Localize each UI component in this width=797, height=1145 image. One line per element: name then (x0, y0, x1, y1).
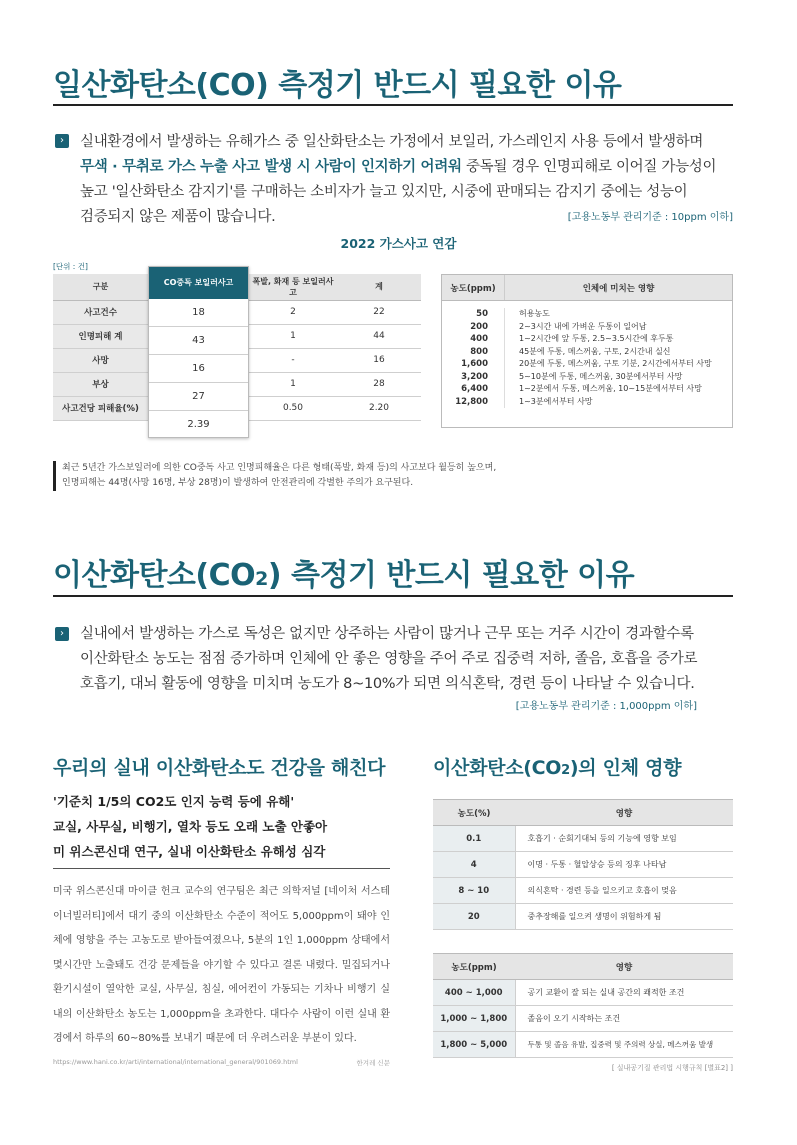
section2-para-line2: 이산화탄소 농도는 점점 증가하며 인체에 안 좋은 영향을 주어 주로 집중력 저하, 졸음, 호흡을 증가로 (80, 651, 698, 667)
ppm-value: 1,600 (461, 359, 488, 369)
section1-para-line1: 실내환경에서 발생하는 유해가스 중 일산화탄소는 가정에서 보일러, 가스레인지 사용 등에서 발생하며 (80, 134, 704, 150)
conc-value: 1,800 ~ 5,000 (433, 1032, 515, 1058)
total-value: 2.20 (337, 396, 421, 420)
co-value: 2.39 (187, 419, 210, 430)
section2-divider (53, 595, 733, 597)
section1-para-line2-rest: 중독될 경우 인명피해로 이어질 가능성이 (461, 159, 717, 175)
effect-value: 공기 교환이 잘 되는 실내 공간의 쾌적한 조건 (515, 980, 733, 1006)
fire-value: 1 (249, 324, 337, 348)
conc-value: 4 (433, 852, 515, 878)
section2-para-line3: 호흡기, 대뇌 활동에 영향을 미치며 농도가 8~10%가 되면 의식혼탁, 경련 등이 나타날 수 있습니다. (80, 676, 695, 692)
ppm-value: 6,400 (461, 384, 488, 394)
source-name: 한겨레 신문 (356, 1059, 390, 1067)
section2-title: 이산화탄소(CO2) 측정기 반드시 필요한 이유 (53, 558, 635, 593)
co-value: 43 (149, 327, 248, 355)
table-row (433, 904, 733, 930)
section1-title: 일산화탄소(CO) 측정기 반드시 필요한 이유 (53, 68, 622, 103)
co-effect-table (441, 274, 733, 428)
accident-table-unit: [단위 : 건] (53, 262, 88, 271)
table-row (433, 980, 733, 1006)
total-value: 22 (337, 300, 421, 324)
section1-para-line3: 높고 '일산화탄소 감지기'를 구매하는 소비자가 늘고 있지만, 시중에 판매되는 감지기 중에는 성능이 (80, 184, 688, 200)
ppm-value: 800 (470, 346, 488, 357)
effect-value: 중추장해를 일으켜 생명이 위험하게 됨 (515, 904, 733, 930)
effect-value: 이명 · 두통 · 혈압상승 등의 징후 나타남 (515, 852, 733, 878)
fire-value: 1 (249, 372, 337, 396)
effect-header-ppm: 농도(ppm) (450, 283, 496, 294)
conc-value: 20 (433, 904, 515, 930)
headline-list (53, 789, 327, 864)
total-value: 44 (337, 324, 421, 348)
co-value: 18 (149, 299, 248, 327)
effect-value: 졸음이 오기 시작하는 조건 (515, 1006, 733, 1032)
ppm-value: 50 (476, 309, 488, 319)
row-label: 인명피해 계 (53, 324, 148, 348)
headline: '기준치 1/5의 CO2도 인지 능력 등에 유해' (53, 794, 295, 809)
section1-para-line2 (80, 155, 716, 176)
accident-header-total: 계 (337, 274, 421, 300)
percent-header-effect: 영향 (515, 800, 733, 826)
table-row (433, 852, 733, 878)
section1-para-line4: 검증되지 않은 제품이 많습니다. (80, 209, 276, 225)
note-line: 인명피해는 44명(사망 16명, 부상 28명)이 발생하여 안전관리에 각별한 주의가 요구된다. (62, 478, 414, 488)
effect-value: 1~2분에서 두통, 메스꺼움, 10~15분에서부터 사망 (519, 384, 702, 393)
accident-header-fire: 폭발, 화재 등 보일러사고 (249, 274, 337, 300)
article-body: 미국 위스콘신대 마이클 헌크 교수의 연구팀은 최근 의학저널 [네이처 서스테이너빌러티]에서 대기 중의 이산화탄소 수준이 적어도 5,000ppm이 돼야 인체에 영향을 주는 고농도로 받아들여졌으나, 5분의 1인 1,000ppm 상태에서 몇시간만 노출돼도 건강 문제들을 야기할 수 있다고 결론 내렸다. 밀집되거나 환기시설이 열악한 교실, 사무실, 침실, 에어컨이 가동되는 기차나 비행기 실내의 이산화탄소 농도는 1,000ppm을 초과한다. 대다수 사람이 이런 실내 환경에서 하루의 60~80%를 보내기 때문에 더 우려스러운 부분이 있다. (53, 886, 390, 1044)
row-label: 부상 (53, 372, 148, 396)
chevron-right-icon: › (55, 627, 69, 641)
effect-value: 두통 및 졸음 유발, 집중력 및 주의력 상실, 메스꺼움 발생 (515, 1032, 733, 1058)
effect-value: 2~3시간 내에 가벼운 두통이 일어남 (519, 321, 647, 331)
effect-value: 5~10분에 두통, 메스꺼움, 30분에서부터 사망 (519, 371, 683, 381)
effect-value: 45분에 두통, 메스꺼움, 구토, 2시간내 실신 (519, 346, 671, 356)
effect-header-effect: 인체에 미치는 영향 (504, 275, 732, 300)
co-value: 27 (149, 383, 248, 411)
section2-standard: [고용노동부 관리기준 : 1,000ppm 이하] (515, 701, 697, 712)
headline: 미 위스콘신대 연구, 실내 이산화탄소 유해성 심각 (53, 844, 326, 859)
fire-value: 2 (249, 300, 337, 324)
note-line: 최근 5년간 가스보일러에 의한 CO중독 사고 인명피해율은 다른 형태(폭발, 화재 등)의 사고보다 월등히 높으며, (62, 463, 497, 473)
section2-para-line1: 실내에서 발생하는 가스로 독성은 없지만 상주하는 사람이 많거나 근무 또는 거주 시간이 경과할수록 (80, 626, 694, 642)
conc-value: 1,000 ~ 1,800 (433, 1006, 515, 1032)
co-value: 16 (149, 355, 248, 383)
row-label: 사고건당 피해율(%) (53, 396, 148, 420)
section1-para-highlight: 무색 · 무취로 가스 누출 사고 발생 시 사람이 인지하기 어려워 (80, 159, 462, 175)
ppm-header-effect: 영향 (515, 954, 733, 980)
ppm-value: 400 (470, 334, 488, 344)
regulation-reference: [ 실내공기질 관리법 시행규칙 [별표2] ] (611, 1064, 733, 1072)
co-column-header: CO중독 보일러사고 (149, 267, 248, 299)
effect-value: 허용농도 (519, 309, 550, 318)
headline: 교실, 사무실, 비행기, 열차 등도 오래 노출 안좋아 (53, 819, 328, 834)
total-value: 28 (337, 372, 421, 396)
section1-note (53, 461, 496, 491)
table-row (433, 826, 733, 852)
percent-header-conc: 농도(%) (433, 800, 515, 826)
table-row (433, 1006, 733, 1032)
conc-value: 8 ~ 10 (433, 878, 515, 904)
accident-header-category: 구분 (53, 274, 148, 300)
co2-ppm-table (433, 953, 733, 1058)
section1-divider (53, 104, 733, 106)
conc-value: 0.1 (433, 826, 515, 852)
table-row (433, 1032, 733, 1058)
effect-value: 1~2시간에 앞 두통, 2.5~3.5시간에 후두통 (519, 334, 674, 343)
ppm-value: 12,800 (455, 396, 488, 407)
ppm-value: 3,200 (461, 371, 488, 382)
article-divider (53, 868, 390, 869)
ppm-value: 200 (470, 321, 488, 332)
ppm-header-conc: 농도(ppm) (433, 954, 515, 980)
accident-table-title: 2022 가스사고 연감 (340, 236, 457, 251)
co-highlight-column (148, 266, 249, 438)
table-row (433, 878, 733, 904)
right-column-title: 이산화탄소(CO2)의 인체 영향 (433, 757, 682, 779)
co2-percent-table (433, 799, 733, 930)
source-url: https://www.hani.co.kr/arti/international/international_general/901069.html (53, 1058, 298, 1066)
left-column-title: 우리의 실내 이산화탄소도 건강을 해친다 (53, 757, 386, 779)
effect-value: 20분에 두통, 메스꺼움, 구토 기분, 2시간에서부터 사망 (519, 359, 712, 368)
fire-value: 0.50 (249, 396, 337, 420)
fire-value: - (249, 348, 337, 372)
effect-value: 의식혼탁 · 경련 등을 일으키고 호흡이 멎음 (515, 878, 733, 904)
article-source (53, 1058, 390, 1067)
effect-value: 1~3분에서부터 사망 (519, 396, 593, 406)
total-value: 16 (337, 348, 421, 372)
row-label: 사고건수 (53, 300, 148, 324)
row-label: 사망 (53, 348, 148, 372)
conc-value: 400 ~ 1,000 (433, 980, 515, 1006)
section1-standard: [고용노동부 관리기준 : 10ppm 이하] (567, 212, 733, 223)
chevron-right-icon: › (55, 134, 69, 148)
effect-value: 호흡기 · 순회기대뇌 등의 기능에 영향 보임 (515, 826, 733, 852)
